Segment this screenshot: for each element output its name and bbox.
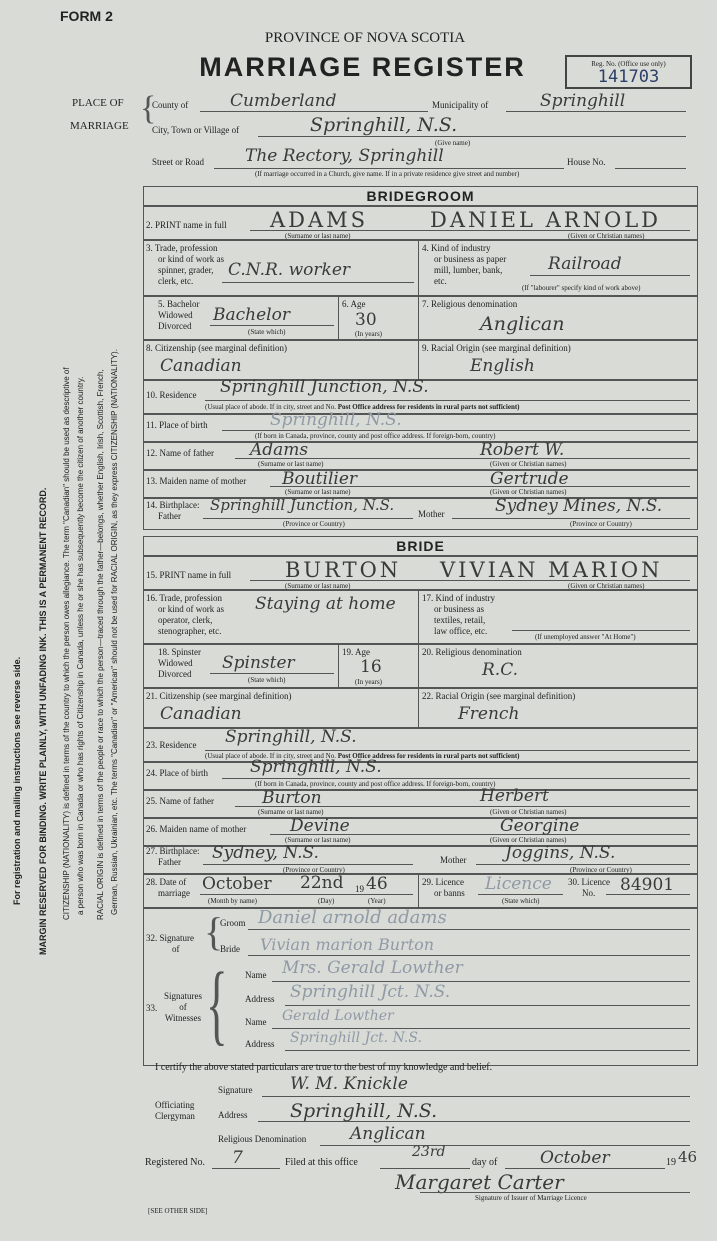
bride-trade-label: 16. Trade, profession or kind of work as operator, clerk, stenographer, etc.	[146, 593, 224, 636]
groom-years-note: (In years)	[355, 330, 383, 338]
groom-father-given: Robert W.	[480, 440, 565, 460]
witness2-name: Gerald Lowther	[282, 1008, 394, 1024]
couple-brace: {	[204, 909, 224, 954]
groom-citizenship: Canadian	[160, 356, 242, 376]
bride-status-label: 18. Spinster Widowed Divorced	[158, 647, 202, 679]
groom-birth-note: (If born in Canada, province, county and post office address. If foreign-born, country)	[255, 432, 496, 440]
bride-state-note: (State which)	[248, 676, 286, 684]
bride-father-surname: Burton	[262, 788, 322, 808]
margin-instructions: For registration and mailing instructions see reverse side.	[12, 656, 22, 905]
see-other-side: [SEE OTHER SIDE]	[148, 1207, 208, 1215]
groom-mother-surname-note: (Surname or last name)	[285, 488, 351, 496]
marriage-month: October	[202, 874, 272, 894]
municipality-label: Municipality of	[432, 100, 489, 110]
bride-surname-note: (Surname or last name)	[285, 582, 351, 590]
groom-residence-note: (Usual place of abode. If in city, street and No. Post Office address for residents in rural parts not sufficient)	[205, 403, 520, 411]
bride-signature: Vivian marion Burton	[260, 935, 435, 954]
registered-no-label: Registered No.	[145, 1157, 205, 1168]
groom-name-label: 2. PRINT name in full	[146, 220, 227, 230]
groom-residence: Springhill Junction, N.S.	[220, 377, 429, 397]
groom-age-label: 6. Age	[342, 299, 366, 309]
bride-status: Spinster	[222, 653, 295, 673]
groom-mother-given: Gertrude	[490, 469, 569, 489]
bride-given-note: (Given or Christian names)	[568, 582, 645, 590]
bride-age: 16	[360, 657, 382, 677]
bride-father-given-note: (Given or Christian names)	[490, 808, 567, 816]
witness1-name: Mrs. Gerald Lowther	[282, 958, 463, 978]
margin-citizenship-def-2: a person who was born in Canada or who has rights of Citizenship in Canada, unless he or she has subsequently become the citizen of another country.	[76, 376, 85, 915]
bride-industry-label: 17. Kind of industry or business as textiles, retail, law office, etc.	[422, 593, 495, 636]
groom-mother-surname: Boutilier	[282, 469, 358, 489]
witness1-name-label: Name	[245, 970, 267, 980]
filed-month: October	[540, 1148, 610, 1168]
groom-surname-note: (Surname or last name)	[285, 232, 351, 240]
bride-trade: Staying at home	[255, 594, 396, 614]
groom-status-label: 5. Bachelor Widowed Divorced	[158, 299, 200, 331]
clergy-signature-label: Signature	[218, 1085, 253, 1095]
groom-citizenship-label: 8. Citizenship (see marginal definition)	[146, 343, 288, 353]
groom-religion: Anglican	[480, 313, 565, 335]
province-heading: PROVINCE OF NOVA SCOTIA	[264, 30, 466, 46]
place-of-label: PLACE OF	[72, 97, 124, 109]
clergy-address-label: Address	[218, 1110, 248, 1120]
filed-day: 23rd	[412, 1144, 446, 1160]
groom-birthplace: Springhill, N.S.	[270, 410, 402, 430]
licence-no-label: 30. Licence No.	[568, 877, 610, 898]
groom-surname: ADAMS	[270, 208, 369, 232]
clergy-address: Springhill, N.S.	[290, 1100, 438, 1122]
bride-mother-given: Georgine	[500, 816, 580, 836]
bride-signature-label: Bride	[220, 944, 240, 954]
groom-father-surname-note: (Surname or last name)	[258, 460, 324, 468]
municipality-value: Springhill	[540, 91, 626, 111]
bride-birthplaces-label: 27. Birthplace: Father	[146, 846, 200, 867]
groom-father-label: 12. Name of father	[146, 448, 214, 458]
margin-binding-note: MARGIN RESERVED FOR BINDING. WRITE PLAINLY, WITH UNFADING INK. THIS IS A PERMANENT RECORD.	[38, 487, 48, 955]
groom-industry-label: 4. Kind of industry or business as paper mill, lumber, bank, etc.	[422, 243, 507, 286]
witnesses-label: 33.	[146, 1003, 158, 1013]
witness1-address-label: Address	[245, 994, 275, 1004]
witness2-name-label: Name	[245, 1017, 267, 1027]
clergy-signature: W. M. Knickle	[290, 1074, 408, 1094]
bride-citizenship: Canadian	[160, 704, 242, 724]
bride-mother-birthplace: Joggins, N.S.	[505, 843, 616, 863]
groom-racial-label: 9. Racial Origin (see marginal definition)	[422, 343, 571, 353]
church-note: (If marriage occurred in a Church, give name. If in a private residence give street and number)	[255, 170, 520, 178]
margin-racial-def: RACIAL ORIGIN is defined in terms of the people or race to which the person—traced through the father—belongs, whether English, Irish, Scottish, French,	[96, 369, 105, 920]
licence-state-note: (State which)	[502, 897, 540, 905]
bride-mother-surname-note: (Surname or last name)	[285, 836, 351, 844]
bride-father-surname-note: (Surname or last name)	[258, 808, 324, 816]
bride-citizenship-label: 21. Citizenship (see marginal definition)	[146, 691, 292, 701]
bride-religion: R.C.	[482, 660, 519, 680]
form-number: FORM 2	[60, 8, 113, 24]
bride-mother-prov-note: (Province or Country)	[570, 866, 632, 874]
marriage-year-prefix: 19	[355, 884, 364, 894]
reg-number-label: Reg. No. (Office use only)	[591, 60, 666, 68]
groom-industry: Railroad	[548, 254, 622, 274]
bride-given-names: VIVIAN MARION	[440, 558, 663, 582]
bride-racial-label: 22. Racial Origin (see marginal definition)	[422, 691, 576, 701]
house-no-label: House No.	[567, 157, 606, 167]
street-label: Street or Road	[152, 157, 204, 167]
groom-signature: Daniel arnold adams	[258, 907, 447, 928]
marriage-label: MARRIAGE	[70, 120, 129, 132]
street-value: The Rectory, Springhill	[245, 146, 444, 166]
day-note: (Day)	[318, 897, 335, 905]
bride-header: BRIDE	[143, 536, 698, 556]
place-brace: {	[140, 90, 157, 127]
witness2-address: Springhill Jct. N.S.	[290, 1030, 422, 1046]
bride-birthplace: Springhill, N.S.	[250, 757, 382, 777]
witnesses-signatures-label: Signatures of Witnesses	[164, 991, 202, 1023]
filed-label: Filed at this office	[285, 1157, 358, 1168]
bride-birth-label: 24. Place of birth	[146, 768, 208, 778]
groom-given-note: (Given or Christian names)	[568, 232, 645, 240]
reg-number-box	[565, 55, 692, 89]
bride-mother-given-note: (Given or Christian names)	[490, 836, 567, 844]
bride-racial: French	[458, 704, 520, 724]
officiating-clergyman-label: Officiating Clergyman	[155, 1100, 195, 1121]
labourer-note: (If "labourer" specify kind of work above)	[522, 284, 641, 292]
county-value: Cumberland	[230, 91, 337, 111]
reg-number: 141703	[597, 67, 660, 87]
groom-trade: C.N.R. worker	[228, 260, 351, 280]
groom-mother-given-note: (Given or Christian names)	[490, 488, 567, 496]
bride-father-label: 25. Name of father	[146, 796, 214, 806]
bride-years-note: (In years)	[355, 678, 383, 686]
margin-racial-def-2: German, Russian, Ukrainian, etc. The terms "Canadian" or "American" should not be used for RACIAL ORIGIN, as they express CITIZENSHIP (NATIONALITY).	[110, 349, 119, 915]
groom-father-prov-note: (Province or Country)	[283, 520, 345, 528]
bridegroom-header: BRIDEGROOM	[143, 186, 698, 206]
year-note: (Year)	[368, 897, 386, 905]
city-value: Springhill, N.S.	[310, 114, 458, 136]
bride-father-birthplace: Sydney, N.S.	[212, 843, 319, 863]
bride-birth-note: (If born in Canada, province, county and post office address. If foreign-born, country)	[255, 780, 496, 788]
month-note: (Month by name)	[208, 897, 257, 905]
bride-surname: BURTON	[285, 558, 402, 582]
registered-number: 7	[232, 1148, 243, 1168]
groom-mother-birthplace-label: Mother	[418, 509, 445, 519]
county-label: County of	[152, 100, 189, 110]
groom-mother-label: 13. Maiden name of mother	[146, 476, 247, 486]
bride-residence-note: (Usual place of abode. If in city, street and No. Post Office address for residents in rural parts not sufficient)	[205, 752, 520, 760]
bride-mother-birthplace-label: Mother	[440, 855, 467, 865]
groom-birthplaces-label: 14. Birthplace: Father	[146, 500, 200, 521]
witness1-address: Springhill Jct. N.S.	[290, 982, 451, 1002]
marriage-year: 46	[366, 874, 388, 894]
unemployed-note: (If unemployed answer "At Home")	[535, 633, 636, 641]
groom-father-birthplace: Springhill Junction, N.S.	[210, 496, 395, 514]
day-of-label: day of	[472, 1157, 498, 1168]
page-title: MARRIAGE REGISTER	[199, 52, 526, 82]
clergy-denomination: Anglican	[350, 1124, 426, 1144]
bride-age-label: 19. Age	[342, 647, 370, 657]
groom-racial: English	[470, 356, 535, 376]
groom-status: Bachelor	[213, 305, 290, 325]
filed-year: 46	[678, 1148, 698, 1166]
groom-given-names: DANIEL ARNOLD	[430, 208, 661, 232]
bride-mother-surname: Devine	[290, 816, 350, 836]
bride-name-label: 15. PRINT name in full	[146, 570, 232, 580]
licence-or-banns: Licence	[485, 874, 552, 894]
witness2-address-label: Address	[245, 1039, 275, 1049]
city-label: City, Town or Village of	[152, 125, 240, 135]
groom-state-note: (State which)	[248, 328, 286, 336]
groom-residence-label: 10. Residence	[146, 390, 197, 400]
groom-religion-label: 7. Religious denomination	[422, 299, 518, 309]
bride-father-prov-note: (Province or Country)	[283, 866, 345, 874]
margin-citizenship-def: CITIZENSHIP (NATIONALITY) is defined in terms of the country to which the person owes allegiance. The term "Canadian" should be used as descriptive of	[62, 367, 71, 920]
filed-year-prefix: 19	[666, 1157, 676, 1168]
groom-mother-prov-note: (Province or Country)	[570, 520, 632, 528]
couple-signature-label: 32. Signature of	[146, 933, 194, 954]
issuer-label: Signature of Issuer of Marriage Licence	[475, 1194, 587, 1202]
groom-trade-label: 3. Trade, profession or kind of work as spinner, grader, clerk, etc.	[146, 243, 224, 286]
groom-signature-label: Groom	[220, 918, 246, 928]
licence-number: 84901	[620, 875, 675, 895]
bride-residence-label: 23. Residence	[146, 740, 197, 750]
licence-banns-label: 29. Licence or banns	[422, 877, 465, 898]
marriage-day: 22nd	[300, 873, 344, 893]
marriage-date-label: 28. Date of marriage	[146, 877, 190, 898]
certification-statement: I certify the above stated particulars are true to the best of my knowledge and belief.	[155, 1062, 493, 1073]
bride-residence: Springhill, N.S.	[225, 727, 357, 747]
groom-father-surname: Adams	[250, 440, 309, 460]
groom-birth-label: 11. Place of birth	[146, 420, 208, 430]
give-name-note: (Give name)	[435, 139, 471, 147]
groom-age: 30	[355, 310, 377, 330]
witness-brace: {	[206, 955, 228, 1054]
groom-mother-birthplace: Sydney Mines, N.S.	[495, 496, 663, 516]
bride-mother-label: 26. Maiden name of mother	[146, 824, 247, 834]
issuer-signature: Margaret Carter	[395, 1170, 564, 1194]
bride-father-given: Herbert	[480, 786, 549, 806]
clergy-denomination-label: Religious Denomination	[218, 1134, 307, 1144]
groom-father-given-note: (Given or Christian names)	[490, 460, 567, 468]
bride-religion-label: 20. Religious denomination	[422, 647, 522, 657]
